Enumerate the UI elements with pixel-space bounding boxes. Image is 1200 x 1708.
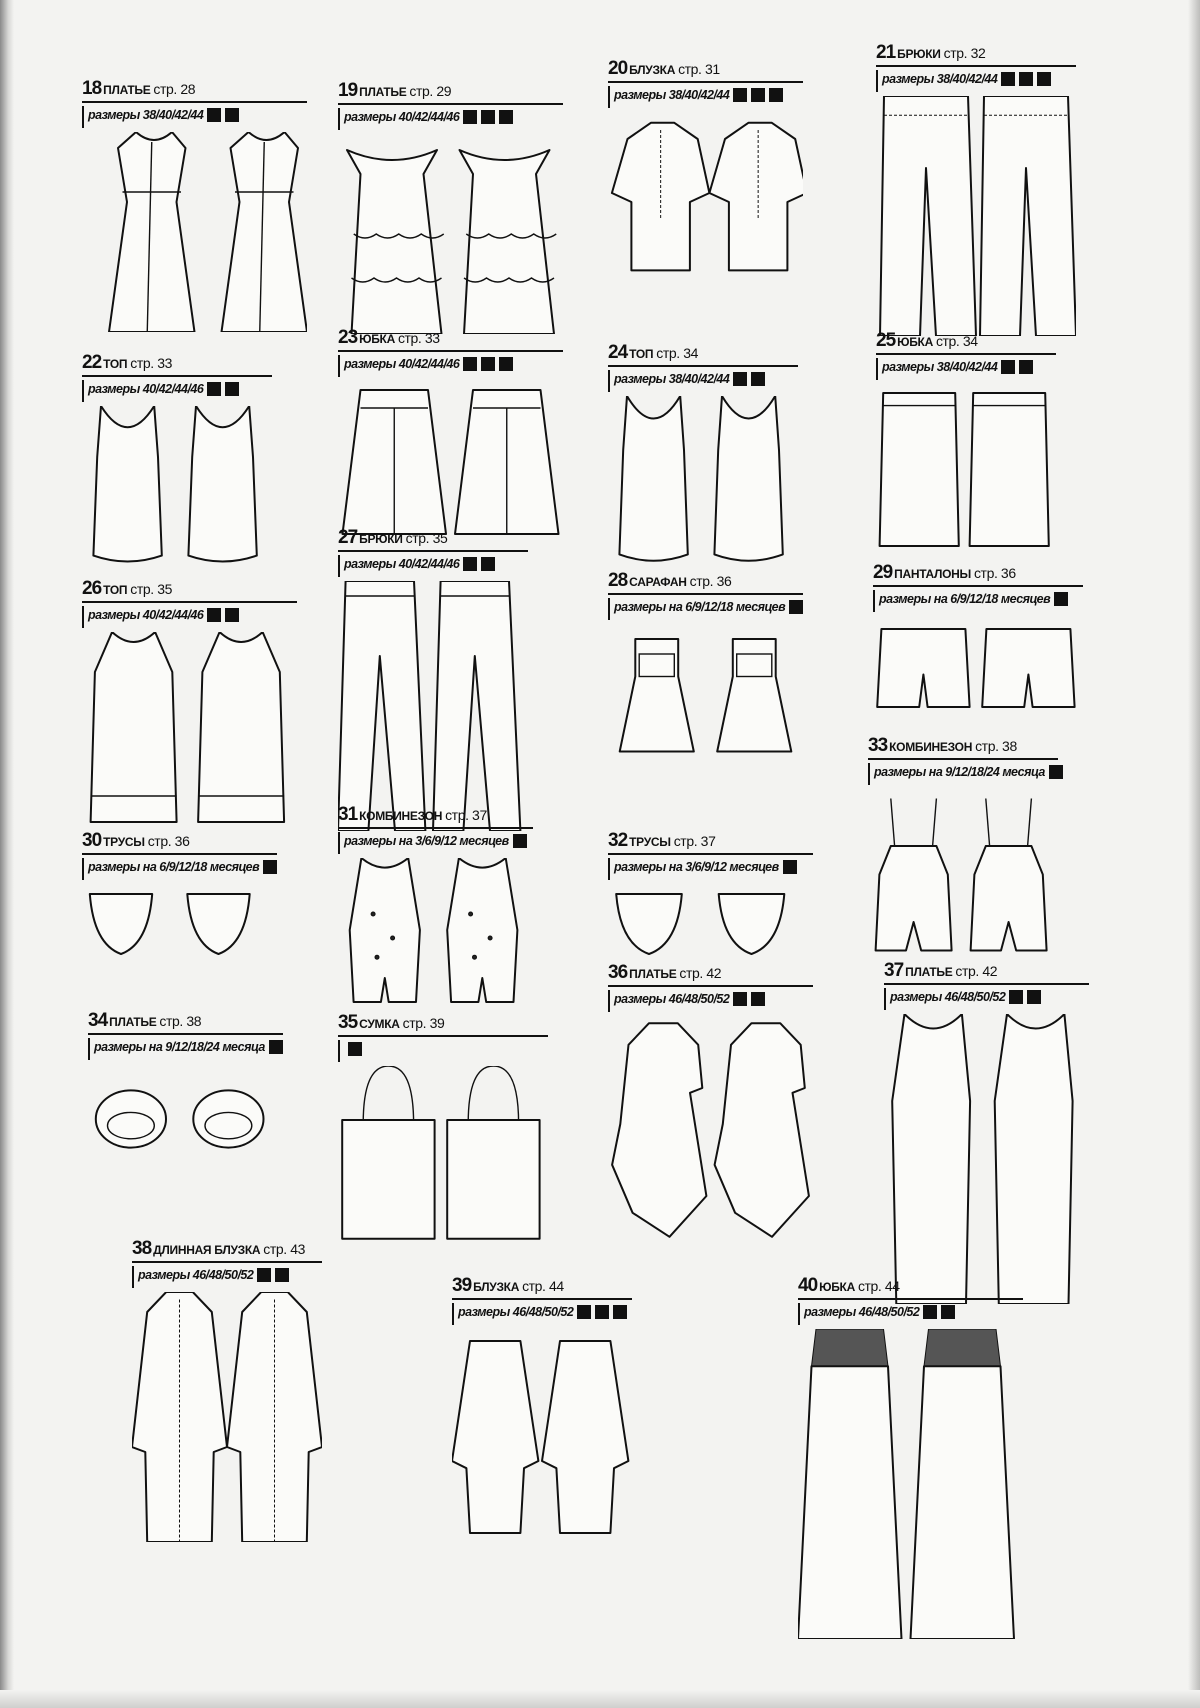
model-header — [88, 1010, 283, 1032]
model-card — [884, 960, 1089, 1304]
garment-front — [612, 123, 710, 271]
garment-back — [188, 406, 256, 562]
model-sizes: размеры на 6/9/12/18 месяцев — [88, 859, 260, 874]
model-header — [868, 735, 1058, 757]
model-number: 38 — [132, 1238, 152, 1259]
garment-back — [970, 393, 1049, 546]
model-sizes: размеры на 9/12/18/24 месяца — [94, 1039, 265, 1054]
model-header — [338, 1012, 548, 1034]
size-square — [463, 357, 477, 371]
header-rule — [608, 365, 798, 367]
garment-back — [980, 96, 1076, 336]
model-name: КОМБИНЕЗОН — [889, 740, 973, 754]
garment-front — [90, 894, 152, 954]
model-page-ref: стр. 33 — [397, 330, 440, 346]
model-card — [82, 578, 297, 832]
sizes-row — [608, 86, 803, 108]
header-rule — [82, 853, 277, 855]
model-sizes: размеры 38/40/42/44 — [882, 71, 998, 86]
panties-icon — [82, 884, 277, 984]
model-sizes: размеры 38/40/42/44 — [614, 371, 730, 386]
model-name: ПЛАТЬЕ — [905, 965, 953, 979]
model-number: 29 — [873, 562, 893, 583]
header-rule — [608, 853, 813, 855]
sizes-row — [338, 108, 563, 130]
model-sizes: размеры на 3/6/9/12 месяцев — [614, 859, 779, 874]
model-header — [82, 78, 307, 100]
size-square — [499, 357, 513, 371]
model-number: 40 — [798, 1275, 818, 1296]
size-square — [733, 88, 747, 102]
pants-icon — [876, 96, 1076, 336]
garment-back — [455, 390, 559, 534]
sizes-row — [608, 598, 803, 620]
model-number: 39 — [452, 1275, 472, 1296]
garment-front — [612, 1023, 706, 1237]
model-sizes: размеры 46/48/50/52 — [890, 989, 1006, 1004]
garment-back — [971, 799, 1047, 951]
model-card — [338, 327, 563, 561]
model-name: ПЛАТЬЕ — [359, 85, 407, 99]
header-rule — [338, 550, 528, 552]
page-bottom-edge — [0, 1690, 1200, 1708]
size-square — [463, 110, 477, 124]
model-page-ref: стр. 28 — [153, 81, 196, 97]
size-square — [1019, 360, 1033, 374]
garment-back — [717, 639, 791, 752]
model-sizes: размеры 46/48/50/52 — [138, 1267, 254, 1282]
model-header — [608, 830, 813, 852]
model-name: ДЛИННАЯ БЛУЗКА — [153, 1243, 261, 1257]
model-page-ref: стр. 33 — [130, 355, 172, 371]
garment-back — [709, 123, 803, 271]
blouse-icon — [608, 112, 803, 292]
sizes-row — [338, 555, 528, 577]
size-square — [225, 608, 239, 622]
size-square — [1009, 990, 1023, 1004]
model-card — [608, 342, 798, 576]
garment-front — [620, 639, 694, 752]
trousers-icon — [338, 581, 528, 831]
model-name: БРЮКИ — [359, 532, 403, 546]
sizes-row — [884, 988, 1089, 1010]
model-name: ТРУСЫ — [629, 835, 671, 849]
model-card — [868, 735, 1058, 979]
header-rule — [608, 81, 803, 83]
size-square — [257, 1268, 271, 1282]
sizes-row — [608, 990, 813, 1012]
model-name: ПЛАТЬЕ — [629, 967, 677, 981]
model-number: 26 — [82, 578, 102, 599]
model-name: ТРУСЫ — [103, 835, 145, 849]
size-square — [463, 557, 477, 571]
tank-top-icon — [608, 396, 798, 576]
header-rule — [88, 1033, 283, 1035]
model-header — [82, 352, 272, 374]
sizes-row — [608, 858, 813, 880]
header-rule — [338, 1035, 548, 1037]
model-page-ref: стр. 29 — [409, 83, 452, 99]
model-page-ref: стр. 36 — [147, 833, 190, 849]
model-sizes: размеры 40/42/44/46 — [344, 109, 460, 124]
bag-icon — [338, 1066, 548, 1246]
size-square — [1019, 72, 1033, 86]
bloomers-icon — [873, 616, 1083, 746]
model-page-ref: стр. 43 — [263, 1241, 305, 1257]
model-sizes: размеры 38/40/42/44 — [614, 87, 730, 102]
garment-front — [619, 396, 687, 561]
garment-back — [447, 1066, 539, 1239]
header-rule — [868, 758, 1058, 760]
model-header — [338, 804, 533, 826]
garment-back — [995, 1014, 1073, 1304]
sizes-row — [82, 606, 297, 628]
model-sizes: размеры 46/48/50/52 — [804, 1304, 920, 1319]
size-square — [263, 860, 277, 874]
garment-front — [452, 1341, 538, 1533]
size-square — [207, 382, 221, 396]
model-card — [798, 1275, 1023, 1639]
model-number: 18 — [82, 78, 102, 99]
model-number: 34 — [88, 1010, 108, 1031]
page-right-edge — [1188, 0, 1200, 1708]
sizes-row — [876, 358, 1056, 380]
size-square — [923, 1305, 937, 1319]
header-rule — [82, 101, 307, 103]
sizes-row — [338, 355, 563, 377]
top-icon — [82, 632, 297, 832]
model-name: ЮБКА — [897, 335, 933, 349]
garment-back — [433, 581, 520, 831]
size-square — [1027, 990, 1041, 1004]
model-sizes: размеры 46/48/50/52 — [614, 991, 730, 1006]
garment-front — [892, 1014, 970, 1304]
header-rule — [338, 103, 563, 105]
model-sizes: размеры 38/40/42/44 — [882, 359, 998, 374]
model-page-ref: стр. 34 — [656, 345, 698, 361]
header-rule — [132, 1261, 322, 1263]
garment-back — [542, 1341, 628, 1533]
garment-front — [877, 629, 969, 707]
model-name: ТОП — [629, 347, 654, 361]
model-card — [82, 352, 272, 576]
model-header — [338, 527, 528, 549]
sizes-row — [868, 763, 1058, 785]
model-card — [608, 570, 803, 774]
overalls-icon — [868, 789, 1058, 979]
model-sizes: размеры 40/42/44/46 — [344, 356, 460, 371]
garment-front — [91, 632, 177, 822]
model-name: КОМБИНЕЗОН — [359, 809, 443, 823]
size-square — [275, 1268, 289, 1282]
model-card — [338, 1012, 548, 1246]
sizes-row — [452, 1303, 632, 1325]
header-rule — [338, 827, 533, 829]
size-square — [1037, 72, 1051, 86]
model-name: САРАФАН — [629, 575, 687, 589]
model-header — [798, 1275, 1023, 1297]
header-rule — [798, 1298, 1023, 1300]
sizes-row — [88, 1038, 283, 1060]
model-name: ТОП — [103, 583, 128, 597]
garment-front — [342, 1066, 434, 1239]
garment-back — [715, 1023, 809, 1237]
size-square — [481, 110, 495, 124]
garment-back — [719, 894, 785, 954]
model-page-ref: стр. 37 — [673, 833, 716, 849]
garment-back — [227, 1292, 322, 1542]
header-rule — [608, 985, 813, 987]
model-number: 27 — [338, 527, 358, 548]
garment-front — [338, 581, 425, 831]
model-number: 20 — [608, 58, 628, 79]
sizes-row — [82, 106, 307, 128]
model-page-ref: стр. 37 — [445, 807, 487, 823]
asym-dress-icon — [608, 1016, 813, 1256]
garment-front — [880, 393, 959, 546]
model-page-ref: стр. 36 — [689, 573, 732, 589]
model-card — [452, 1275, 632, 1569]
model-sizes: размеры на 3/6/9/12 месяцев — [344, 833, 509, 848]
model-card — [608, 962, 813, 1256]
size-square — [751, 88, 765, 102]
model-number: 31 — [338, 804, 358, 825]
garment-back — [714, 396, 782, 561]
size-square — [269, 1040, 283, 1054]
size-square — [207, 608, 221, 622]
garment-back — [198, 632, 284, 822]
size-square — [595, 1305, 609, 1319]
model-sizes: размеры на 9/12/18/24 месяца — [874, 764, 1045, 779]
garment-front — [880, 96, 976, 336]
size-square — [1001, 360, 1015, 374]
dress-icon — [82, 132, 307, 332]
header-rule — [338, 350, 563, 352]
garment-front — [343, 390, 447, 534]
sizes-row — [338, 1040, 548, 1062]
model-sizes: размеры 40/42/44/46 — [88, 381, 204, 396]
model-header — [608, 342, 798, 364]
garment-back — [187, 894, 249, 954]
garment-back — [222, 132, 308, 332]
garment-front — [109, 132, 195, 332]
model-card — [132, 1238, 322, 1542]
model-card — [873, 562, 1083, 746]
model-sizes: размеры 38/40/42/44 — [88, 107, 204, 122]
header-rule — [608, 593, 803, 595]
maxi-skirt-icon — [798, 1329, 1023, 1639]
model-page-ref: стр. 42 — [955, 963, 998, 979]
model-number: 36 — [608, 962, 628, 983]
sizes-row — [82, 380, 272, 402]
model-page-ref: стр. 38 — [975, 738, 1017, 754]
model-page-ref: стр. 42 — [679, 965, 722, 981]
sizes-row — [876, 70, 1076, 92]
model-name: БЛУЗКА — [629, 63, 676, 77]
model-number: 21 — [876, 42, 896, 63]
page-left-edge — [0, 0, 14, 1708]
wide-blouse-icon — [452, 1329, 632, 1569]
garment-front — [798, 1329, 902, 1639]
size-square — [481, 357, 495, 371]
model-card — [608, 830, 813, 984]
model-sizes: размеры 40/42/44/46 — [344, 556, 460, 571]
size-square — [1049, 765, 1063, 779]
garment-front — [132, 1292, 227, 1542]
size-square — [225, 108, 239, 122]
size-square — [789, 600, 803, 614]
size-square — [207, 108, 221, 122]
sizes-row — [82, 858, 277, 880]
model-card — [88, 1010, 283, 1174]
model-number: 33 — [868, 735, 888, 756]
tank-top-icon — [82, 406, 272, 576]
model-name: ЮБКА — [359, 332, 395, 346]
shirt-icon — [132, 1292, 322, 1542]
size-square — [513, 834, 527, 848]
size-square — [733, 372, 747, 386]
garment-back — [193, 1090, 263, 1147]
model-number: 28 — [608, 570, 628, 591]
model-header — [82, 578, 297, 600]
model-number: 23 — [338, 327, 358, 348]
size-square — [225, 382, 239, 396]
header-rule — [884, 983, 1089, 985]
garment-front — [347, 150, 444, 334]
sizes-row — [798, 1303, 1023, 1325]
garment-back — [911, 1329, 1015, 1639]
size-square — [348, 1042, 362, 1056]
garment-back — [982, 629, 1074, 707]
model-header — [338, 80, 563, 102]
garment-front — [876, 799, 952, 951]
model-page-ref: стр. 36 — [973, 565, 1016, 581]
model-sizes: размеры 40/42/44/46 — [88, 607, 204, 622]
model-header — [884, 960, 1089, 982]
model-sizes: размеры на 6/9/12/18 месяцев — [614, 599, 786, 614]
header-rule — [452, 1298, 632, 1300]
model-card — [82, 78, 307, 332]
size-square — [733, 992, 747, 1006]
garment-back — [460, 150, 557, 334]
model-number: 37 — [884, 960, 904, 981]
size-square — [941, 1305, 955, 1319]
size-square — [769, 88, 783, 102]
header-rule — [876, 65, 1076, 67]
size-square — [1001, 72, 1015, 86]
size-square — [499, 110, 513, 124]
model-card — [338, 527, 528, 831]
model-number: 32 — [608, 830, 628, 851]
model-header — [132, 1238, 322, 1260]
model-page-ref: стр. 35 — [130, 581, 172, 597]
model-page-ref: стр. 31 — [678, 61, 720, 77]
model-number: 35 — [338, 1012, 358, 1033]
model-header — [876, 330, 1056, 352]
sizes-row — [873, 590, 1083, 612]
sizes-row — [608, 370, 798, 392]
garment-front — [93, 406, 161, 562]
model-name: ПЛАТЬЕ — [103, 83, 151, 97]
model-name: ЮБКА — [819, 1280, 855, 1294]
header-rule — [876, 353, 1056, 355]
model-page-ref: стр. 44 — [522, 1278, 564, 1294]
header-rule — [873, 585, 1083, 587]
model-card — [82, 830, 277, 984]
headband-icon — [88, 1064, 283, 1174]
model-header — [338, 327, 563, 349]
size-square — [481, 557, 495, 571]
sizes-row — [132, 1266, 322, 1288]
tiered-dress-icon — [338, 134, 563, 334]
model-sizes: размеры 46/48/50/52 — [458, 1304, 574, 1319]
model-sizes: размеры на 6/9/12/18 месяцев — [879, 591, 1051, 606]
model-page-ref: стр. 44 — [857, 1278, 900, 1294]
sundress-icon — [608, 624, 803, 774]
size-square — [751, 992, 765, 1006]
model-header — [608, 570, 803, 592]
garment-front — [616, 894, 682, 954]
model-header — [608, 962, 813, 984]
model-name: БРЮКИ — [897, 47, 941, 61]
model-card — [608, 58, 803, 292]
model-header — [876, 42, 1076, 64]
model-page-ref: стр. 39 — [402, 1015, 445, 1031]
size-square — [1054, 592, 1068, 606]
model-number: 22 — [82, 352, 102, 373]
model-page-ref: стр. 32 — [943, 45, 986, 61]
model-header — [873, 562, 1083, 584]
model-page-ref: стр. 34 — [935, 333, 978, 349]
header-rule — [82, 375, 272, 377]
long-dress-icon — [884, 1014, 1089, 1304]
model-number: 19 — [338, 80, 358, 101]
garment-back — [447, 858, 517, 1002]
garment-front — [96, 1090, 166, 1147]
model-header — [608, 58, 803, 80]
header-rule — [82, 601, 297, 603]
model-number: 30 — [82, 830, 102, 851]
model-number: 24 — [608, 342, 628, 363]
model-card — [338, 804, 533, 1018]
model-name: БЛУЗКА — [473, 1280, 520, 1294]
model-card — [876, 330, 1056, 564]
model-name: ПЛАТЬЕ — [109, 1015, 157, 1029]
garment-front — [350, 858, 420, 1002]
sizes-row — [338, 832, 533, 854]
model-page-ref: стр. 38 — [159, 1013, 202, 1029]
romper-icon — [338, 858, 533, 1018]
model-header — [452, 1275, 632, 1297]
size-square — [577, 1305, 591, 1319]
model-card — [876, 42, 1076, 336]
pencil-skirt-icon — [876, 384, 1056, 564]
model-header — [82, 830, 277, 852]
model-name: СУМКА — [359, 1017, 400, 1031]
size-square — [751, 372, 765, 386]
model-page-ref: стр. 35 — [405, 530, 448, 546]
model-name: ТОП — [103, 357, 128, 371]
model-number: 25 — [876, 330, 896, 351]
size-square — [783, 860, 797, 874]
size-square — [613, 1305, 627, 1319]
model-name: ПАНТАЛОНЫ — [894, 567, 971, 581]
model-card — [338, 80, 563, 334]
